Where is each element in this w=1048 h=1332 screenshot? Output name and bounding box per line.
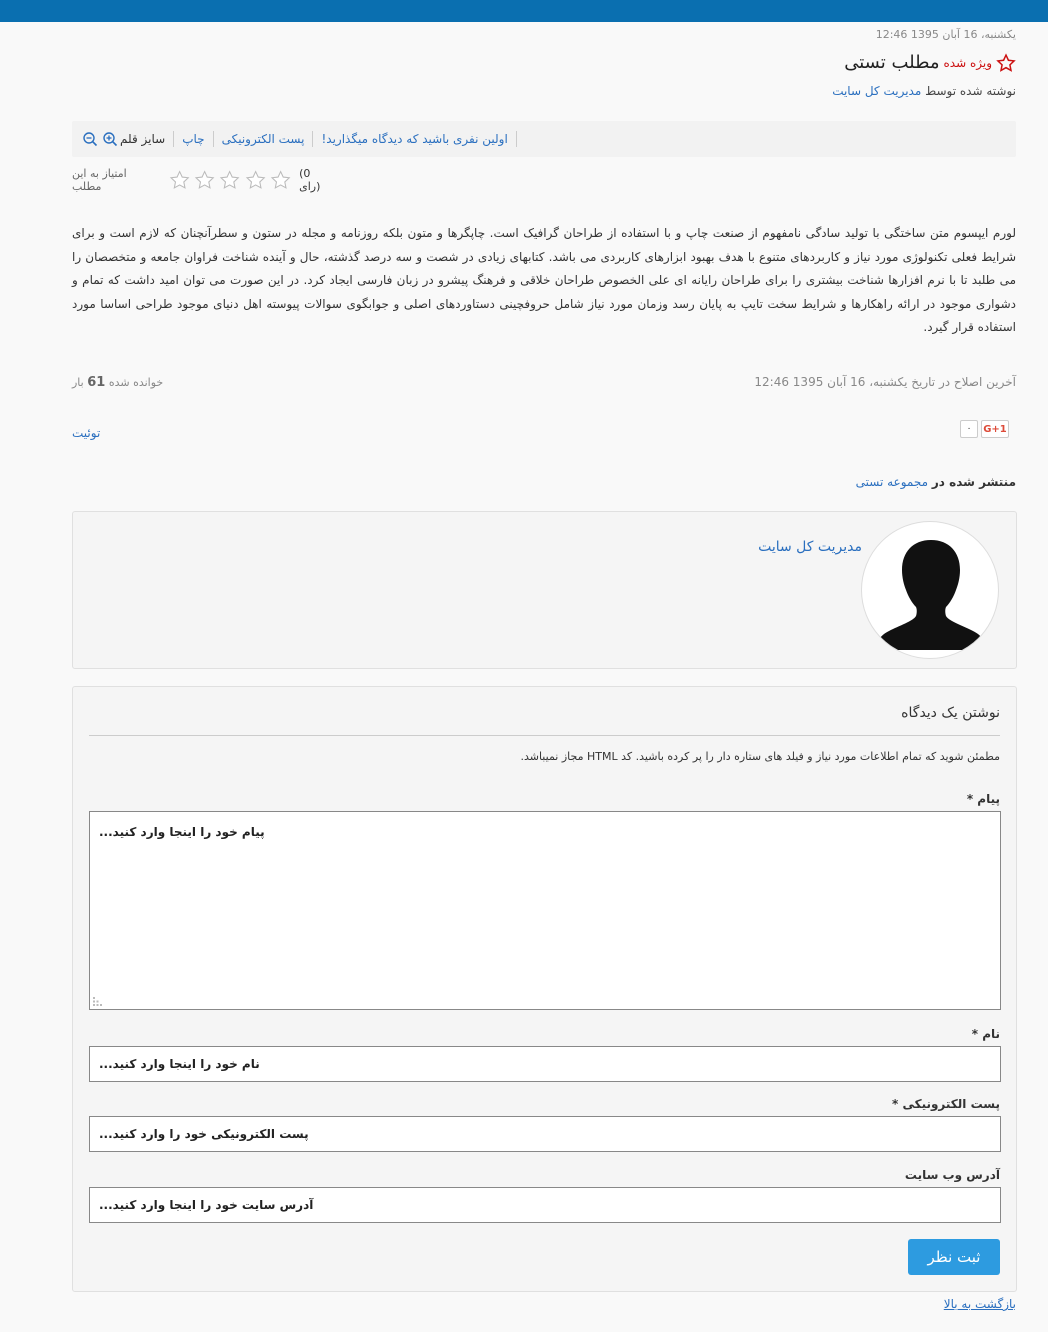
rating-label: امتیاز به این مطلب <box>72 167 127 193</box>
rating-star-icon[interactable] <box>219 169 240 191</box>
divider <box>89 735 1000 736</box>
font-size-label: سایز قلم <box>120 132 166 146</box>
zoom-out-icon[interactable] <box>82 131 98 147</box>
rating-widget <box>72 168 334 192</box>
toolbar-divider <box>516 131 517 147</box>
top-bar <box>0 0 1048 22</box>
article-header <box>844 52 1016 73</box>
toolbar-divider <box>213 131 214 147</box>
zoom-in-icon[interactable] <box>102 131 118 147</box>
font-size-control <box>72 131 173 147</box>
article-date: یکشنبه، 16 آبان 1395 12:46 <box>875 28 1016 41</box>
modified-date: آخرین اصلاح در تاریخ یکشنبه، 16 آبان 1395 12:46 <box>754 375 1016 389</box>
hits-suffix: بار <box>72 376 84 389</box>
comment-form-note: مطمئن شوید که تمام اطلاعات مورد نیاز و فیلد های ستاره دار را پر کرده باشید. کد HTML مجاز نمیباشد. <box>520 750 1000 763</box>
name-field[interactable] <box>89 1046 1001 1082</box>
website-placeholder: آدرس سایت خود را اینجا وارد کنید... <box>99 1198 314 1212</box>
hits-counter <box>72 375 163 390</box>
message-textarea[interactable] <box>89 811 1001 1010</box>
featured-label: ویژه شده <box>943 55 992 70</box>
gplus-count: ۰ <box>960 420 978 438</box>
article-author <box>832 84 1016 98</box>
author-box-name[interactable]: مدیریت کل سایت <box>758 539 862 555</box>
published-in <box>856 475 1016 489</box>
gplus-share <box>960 420 1009 438</box>
published-label: منتشر شده در <box>931 475 1016 489</box>
rating-star-icon[interactable] <box>270 169 291 191</box>
website-field[interactable] <box>89 1187 1001 1223</box>
print-button[interactable]: چاپ <box>182 132 205 146</box>
gplus-button[interactable]: G+1 <box>981 420 1009 438</box>
rating-votes: (0 رای) <box>299 167 321 193</box>
submit-comment-button[interactable]: ثبت نظر <box>908 1239 1000 1275</box>
hits-prefix: خوانده شده <box>108 376 164 389</box>
name-label: نام * <box>971 1027 1000 1041</box>
user-silhouette-icon <box>862 522 999 659</box>
toolbar-divider <box>312 131 313 147</box>
resize-handle-icon[interactable] <box>93 997 102 1006</box>
message-placeholder: پیام خود را اینجا وارد کنید... <box>99 825 265 839</box>
email-field[interactable] <box>89 1116 1001 1152</box>
email-button[interactable]: پست الکترونیکی <box>221 132 305 146</box>
email-label: پست الکترونیکی * <box>892 1097 1000 1111</box>
first-comment-link[interactable]: اولین نفری باشید که دیدگاه میگذارید! <box>321 132 508 146</box>
hits-value: 61 <box>87 375 106 390</box>
rating-star-icon[interactable] <box>194 169 215 191</box>
message-label: پیام * <box>966 792 1000 806</box>
article-body: لورم ایپسوم متن ساختگی با تولید سادگی نامفهوم از صنعت چاپ و با استفاده از طراحان گرافیک است. چاپگرها و متون بلکه روزنامه و مجله در ستون و سطرآنچنان که لازم است و برای شرایط فعلی تکنولوژی مورد نیاز و کاربردهای متنوع با هدف بهبود ابزارهای کاربردی می باشد. کتابهای زیادی در شصت و سه درصد گذشته، حال و آینده شناخت فراوان جامعه و متخصصان را می طلبد تا با نرم افزارها شناخت بیشتری را برای طراحان رایانه ای علی الخصوص طراحان خلاقی و فرهنگ پیشرو در زبان فارسی ایجاد کرد. در این صورت می توان امید داشت که تمام و دشواری موجود در ارائه راهکارها و شرایط سخت تایپ به پایان رسد وزمان مورد نیاز شامل حروفچینی دستاوردهای اصلی و جوابگوی سوالات پیوسته اهل دنیای موجود طراحی اساسا مورد استفاده قرار گیرد. <box>72 226 1016 334</box>
comment-form-title: نوشتن یک دیدگاه <box>901 705 1000 721</box>
comment-form <box>72 686 1017 1292</box>
name-placeholder: نام خود را اینجا وارد کنید... <box>99 1057 260 1071</box>
rating-star-icon[interactable] <box>245 169 266 191</box>
category-link[interactable]: مجموعه تستی <box>855 475 929 489</box>
rating-star-icon[interactable] <box>169 169 190 191</box>
author-link[interactable]: مدیریت کل سایت <box>832 84 922 98</box>
featured-star-icon <box>996 53 1016 73</box>
article-toolbar <box>72 121 1016 157</box>
tweet-button[interactable]: توئیت <box>72 426 101 440</box>
avatar <box>861 521 999 659</box>
email-placeholder: پست الکترونیکی خود را وارد کنید... <box>99 1127 309 1141</box>
toolbar-divider <box>173 131 174 147</box>
back-to-top-link[interactable]: بازگشت به بالا <box>943 1297 1016 1311</box>
author-box <box>72 511 1017 669</box>
website-label: آدرس وب سایت <box>904 1168 1000 1182</box>
author-prefix: نوشته شده توسط <box>925 84 1016 98</box>
page-title: مطلب تستی <box>844 52 940 73</box>
